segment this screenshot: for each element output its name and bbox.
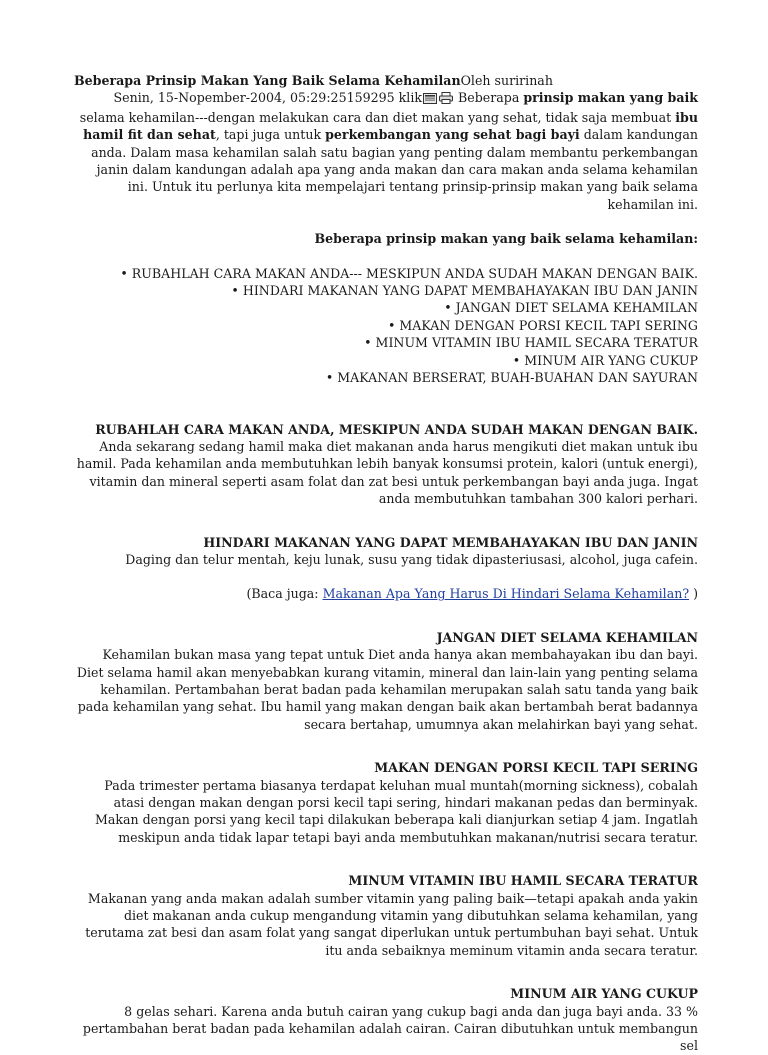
- list-item: • MAKAN DENGAN PORSI KECIL TAPI SERING: [387, 317, 698, 333]
- print-icon[interactable]: [439, 91, 453, 108]
- section-body: Makanan yang anda makan adalah sumber vitamin yang paling baik—tetapi apakah anda yakin diet makanan anda cukup mengandung vitamin yang dibutuhkan selama kehamilan, yang terutama zat besi dan asam folat yang sangat diperlukan untuk pertumbuhan bayi sehat. Untuk itu anda sebaiknya meminum vitamin anda secara teratur.: [85, 890, 698, 958]
- list-item: • MINUM VITAMIN IBU HAMIL SECARA TERATUR: [364, 335, 698, 351]
- section-title: MAKAN DENGAN PORSI KECIL TAPI SERING: [374, 760, 698, 776]
- section-title: JANGAN DIET SELAMA KEHAMILAN: [436, 629, 698, 645]
- list-item: • JANGAN DIET SELAMA KEHAMILAN: [444, 300, 698, 316]
- see-also: (Baca juga: Makanan Apa Yang Harus Di Hindari Selama Kehamilan? ): [246, 586, 698, 602]
- list-item: • HINDARI MAKANAN YANG DAPAT MEMBAHAYAKAN IBU DAN JANIN: [231, 283, 698, 299]
- list-heading: Beberapa prinsip makan yang baik selama kehamilan:: [314, 231, 698, 247]
- section-body: Kehamilan bukan masa yang tepat untuk Diet anda hanya akan membahayakan ibu dan bayi. Diet selama hamil akan menyebabkan kurang vitamin, mineral dan lain-lain yang penting selama kehamilan. Pertambahan berat badan pada kehamilan merupakan salah satu tanda yang baik pada kehamilan yang sehat. Ibu hamil yang makan dengan baik akan bertambah berat badannya secara bertahap, umumnya akan melahirkan bayi yang sehat.: [76, 647, 698, 732]
- section-title: RUBAHLAH CARA MAKAN ANDA, MESKIPUN ANDA SUDAH MAKAN DENGAN BAIK.: [95, 421, 698, 437]
- article: [74, 72, 698, 1055]
- section-title: MINUM AIR YANG CUKUP: [510, 986, 698, 1002]
- principles-list: [74, 265, 698, 387]
- email-icon[interactable]: [423, 91, 437, 108]
- article-date: Senin, 15-Nopember-2004, 05:29:25: [113, 90, 347, 106]
- list-item: • MAKANAN BERSERAT, BUAH-BUAHAN DAN SAYURAN: [325, 370, 698, 386]
- section-body: Daging dan telur mentah, keju lunak, susu yang tidak dipasteriusasi, alcohol, juga cafein.: [125, 551, 698, 567]
- section-body: Pada trimester pertama biasanya terdapat keluhan mual muntah(morning sickness), cobalah atasi dengan makan dengan porsi kecil tapi sering, hindari makanan pedas dan berminyak. Makan dengan porsi yang kecil tapi dilakukan beberapa kali dianjurkan setiap 4 jam. Ingatlah meskipun anda tidak lapar tetapi bayi anda membutuhkan makanan/nutrisi secara teratur.: [94, 777, 698, 845]
- article-title: Beberapa Prinsip Makan Yang Baik Selama Kehamilan: [74, 73, 461, 88]
- list-item: • RUBAHLAH CARA MAKAN ANDA--- MESKIPUN ANDA SUDAH MAKAN DENGAN BAIK.: [120, 265, 698, 281]
- article-author: Oleh suririnah: [460, 73, 553, 88]
- hit-count: 159295 klik: [346, 90, 422, 106]
- section-body: 8 gelas sehari. Karena anda butuh cairan yang cukup bagi anda dan juga bayi anda. 33 % pertambahan berat badan pada kehamilan adalah cairan. Cairan dibutuhkan untuk membangun sel: [82, 1003, 698, 1054]
- list-item: • MINUM AIR YANG CUKUP: [512, 352, 698, 368]
- section-body: Anda sekarang sedang hamil maka diet makanan anda harus mengikuti diet makan untuk ibu hamil. Pada kehamilan anda membutuhkan lebih banyak konsumsi protein, kalori (untuk energi), vitamin dan mineral seperti asam folat dan zat besi untuk perkembangan bayi anda juga. Ingat anda membutuhkan tambahan 300 kalori perhari.: [76, 438, 698, 507]
- article-header: [74, 72, 698, 89]
- section-title: MINUM VITAMIN IBU HAMIL SECARA TERATUR: [348, 873, 698, 889]
- section-title: HINDARI MAKANAN YANG DAPAT MEMBAHAYAKAN IBU DAN JANIN: [203, 534, 698, 550]
- see-also-link[interactable]: Makanan Apa Yang Harus Di Hindari Selama Kehamilan?: [322, 586, 690, 602]
- intro-paragraph: Senin, 15-Nopember-2004, 05:29:25159295 klik Beberapa prinsip makan yang baik selama kehamilan---dengan melakukan cara dan diet makan yang sehat, tidak saja membuat ibu hamil fit dan sehat, tapi juga untuk perkembangan yang sehat bagi bayi dalam kandungan anda. Dalam masa kehamilan salah satu bagian yang penting dalam membantu perkembangan janin dalam kandungan adalah apa yang anda makan dan cara makan anda selama kehamilan ini. Untuk itu perlunya kita mempelajari tentang prinsip-prinsip makan yang baik selama kehamilan ini.: [79, 90, 698, 212]
